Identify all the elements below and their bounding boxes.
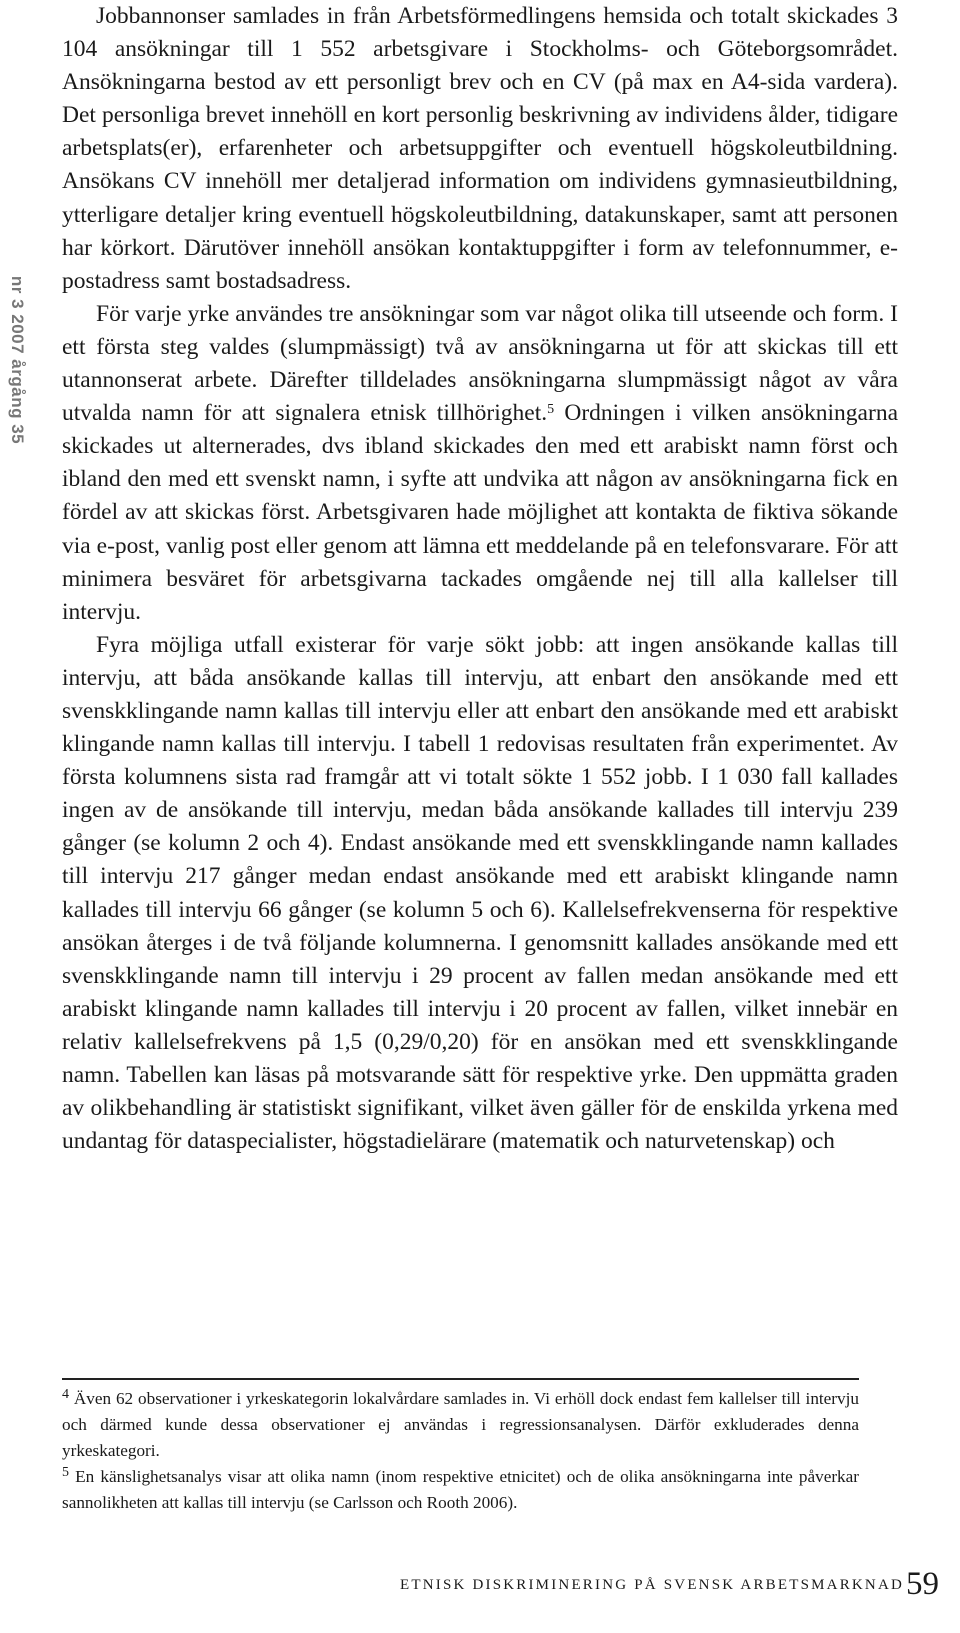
article-body: [62, 0, 898, 1158]
footnote-number: 4: [62, 1387, 69, 1402]
running-head: ETNISK DISKRIMINERING PÅ SVENSK ARBETSMARKNAD: [400, 1577, 905, 1593]
body-paragraph-3: Fyra möjliga utfall existerar för varje sökt jobb: att ingen ansökande kallas till intervju, att båda ansökande kallas till intervju, att enbart den ansökande med ett svenskklingande namn kallas till intervju eller att enbart den ansökande med ett arabiskt klingande namn kallas till intervju. I tabell 1 redovisas resultaten från experimentet. Av första kolumnens sista rad framgår att vi totalt sökte 1 552 jobb. I 1 030 fall kallades ingen av de ansökande till intervju, medan båda ansökande kallades till intervju 239 gånger (se kolumn 2 och 4). Endast ansökande med ett svenskklingande namn kallades till intervju 217 gånger medan endast ansökande med ett arabiskt klingande namn kallades till intervju 66 gånger (se kolumn 5 och 6). Kallelsefrekvenserna för respektive ansökan återges i de två följande kolumnerna. I genomsnitt kallades ansökande med ett svenskklingande namn till intervju i 29 procent av fallen medan ansökande med ett arabiskt klingande namn kallades till intervju i 20 procent av fallen, vilket innebär en relativ kallelsefrekvens på 1,5 (0,29/0,20) för en ansökan med ett svenskklingande namn. Tabellen kan läsas på motsvarande sätt för respektive yrke. Den uppmätta graden av olikbehandling är statistiskt signifikant, vilket även gäller för de enskilda yrkena med undantag för dataspecialister, högstadielärare (matematik och naturvetenskap) och: [62, 631, 898, 1155]
issue-side-label-text: nr 3 2007 årgång 35: [8, 275, 28, 445]
footnote-text: En känslighetsanalys visar att olika namn (inom respektive etnicitet) och de olika ansökningarna inte påverkar sannolikheten att kallas till intervju (se Carlsson och Rooth 2006).: [62, 1467, 860, 1512]
footnote-text: Även 62 observationer i yrkeskategorin lokalvårdare samlades in. Vi erhöll dock endast fem kallelser till intervju och därmed kunde dessa observationer ej användas i regressionsanalysen. Därför exkluderades denna yrkeskategori.: [62, 1389, 859, 1460]
body-paragraph-2-text-b: Ordningen i vilken ansökningarna skickades ut alternerades, dvs ibland skickades den med ett arabiskt namn först och ibland den med ett svenskt namn, i syfte att undvika att någon av ansökningarna fick en fördel av att skickas först. Arbetsgivaren hade möjlighet att kontakta de fiktiva sökande via e-post, vanlig post eller genom att lämna ett meddelande på en telefonsvarare. För att minimera besväret för arbetsgivarna tackades omgående nej till alla kallelser till intervju.: [62, 400, 898, 625]
footnote-4: [62, 1386, 859, 1464]
page-number: 59: [906, 1566, 939, 1602]
body-paragraph-2-text-a: För varje yrke användes tre ansökningar som var något olika till utseende och form. I ett första steg valdes (slumpmässigt) två av ansökningarna ut för att skickas till ett utannonserat arbete. Därefter tilldelades ansökningarna slumpmässigt något av våra utvalda namn för att signalera etnisk tillhörighet.: [62, 300, 898, 427]
footnote-ref-5[interactable]: 5: [547, 402, 555, 418]
footnote-5: [62, 1464, 859, 1516]
issue-side-label: [4, 260, 30, 460]
body-paragraph-2: [62, 298, 898, 629]
footnote-divider: [62, 1378, 859, 1380]
footnotes: [62, 1386, 859, 1516]
footnote-number: 5: [62, 1465, 69, 1480]
body-paragraph-1: Jobbannonser samlades in från Arbetsförmedlingens hemsida och totalt skickades 3 104 ansökningar till 1 552 arbetsgivare i Stockholms- och Göteborgsområdet. Ansökningarna bestod av ett personligt brev och en CV (på max en A4-sida vardera). Det personliga brevet innehöll en kort personlig beskrivning av individens ålder, tidigare arbetsplats(er), erfarenheter och arbetsuppgifter och eventuell högskoleutbildning. Ansökans CV innehöll mer detaljerad information om individens gymnasieutbildning, ytterligare detaljer kring eventuell högskoleutbildning, datakunskaper, samt att personen har körkort. Därutöver innehöll ansökan kontaktuppgifter i form av telefonnummer, e-postadress samt bostadsadress.: [62, 3, 898, 294]
